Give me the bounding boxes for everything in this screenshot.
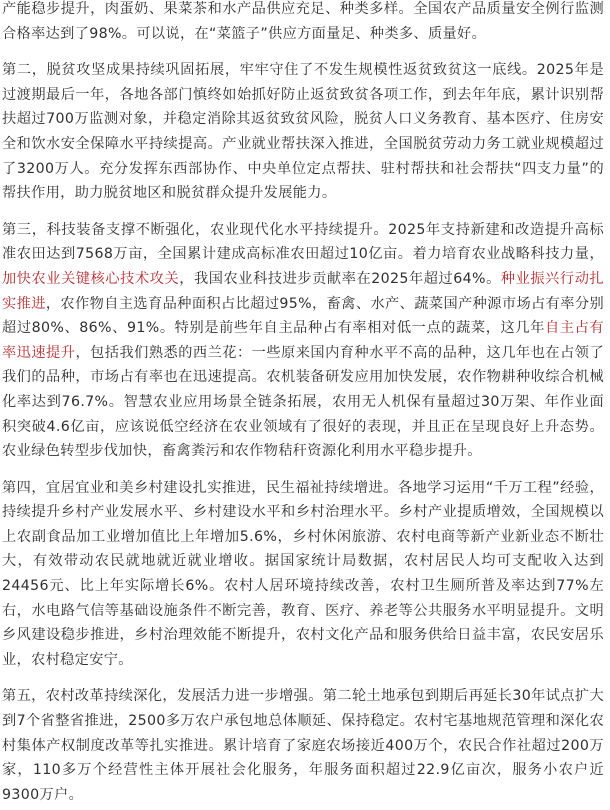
paragraph-poverty-alleviation bbox=[2, 58, 604, 206]
paragraph-text: ，我国农业科技进步贡献率在2025年超过64%。 bbox=[179, 270, 501, 287]
paragraph-technology-equipment bbox=[2, 218, 604, 464]
paragraph-text: ，包括我们熟悉的西兰花：一些原来国内育种水平不高的品种，这几年也在占领了我们的品种，市场占有率也在迅速提高。农机装备研发应用加快发展，农作物耕种收综合机械化率达到76.7%。智慧农业应用场景全链条拓展，农用无人机保有量超过30万架、年作业面积突破4.6亿亩，应该说低空经济在农业领域有了很好的表现，并且正在呈现良好上升态势。农业绿色转型步伐加快，畜禽粪污和农作物秸秆资源化利用水平稳步提升。 bbox=[2, 344, 604, 460]
paragraph-text: 第五，农村改革持续深化，发展活力进一步增强。第二轮土地承包到期后再延长30年试点扩大到7个省整省推进，2500多万农户承包地总体顺延、保持稳定。农村宅基地规范管理和深化农村集体产权制度改革等扎实推进。累计培育了家庭农场接近400万个，农民合作社超过200万家，110多万个经营性主体开展社会化服务，年服务面积超过22.9亿亩次，服务小农户近9300万户。 bbox=[2, 688, 604, 803]
paragraph-rural-construction bbox=[2, 476, 604, 673]
paragraph-rural-reform bbox=[2, 684, 604, 807]
highlight-self-share: 自主占有率迅速提升 bbox=[2, 320, 604, 361]
paragraph-text: 第三，科技装备支撑不断强化，农业现代化水平持续提升。2025年支持新建和改造提升高标准农田达到7568万亩，全国累计建成高标准农田超过10亿亩。着力培育农业战略科技力量， bbox=[2, 221, 604, 263]
highlight-core-technology: 加快农业关键核心技术攻关 bbox=[2, 270, 180, 287]
highlight-seed-industry: 种业振兴行动扎实推进 bbox=[2, 270, 605, 312]
paragraph-text: 产能稳步提升，肉蛋奶、果菜茶和水产品供应充足、种类多样。全国农产品质量安全例行监测合格率达到了98%。可以说，在“菜篮子”供应方面量足、种类多、质量好。 bbox=[2, 1, 604, 42]
paragraph-supply bbox=[2, 0, 604, 46]
paragraph-text: 第二，脱贫攻坚成果持续巩固拓展，牢牢守住了不发生规模性返贫致贫这一底线。2025年是过渡期最后一年，各地各部门慎终如始抓好防止返贫致贫各项工作，到去年年底，累计识别帮扶超过700万监测对象，并稳定消除其返贫致贫风险，脱贫人口义务教育、基本医疗、住房安全和饮水安全保障水平持续提高。产业就业帮扶深入推进，全国脱贫劳动力务工就业规模超过了3200万人。充分发挥东西部协作、中央单位定点帮扶、驻村帮扶和社会帮扶“四支力量”的帮扶作用，助力脱贫地区和脱贫群众提升发展能力。 bbox=[2, 62, 604, 202]
paragraph-text: ，农作物自主选育品种面积占比超过95%，畜禽、水产、蔬菜国产种源市场占有率分别超过80%、86%、91%。特别是前些年自主品种占有率相对低一点的蔬菜，这几年 bbox=[2, 295, 604, 337]
paragraph-text: 第四，宜居宜业和美乡村建设扎实推进，民生福祉持续增进。各地学习运用“千万工程”经验，持续提升乡村产业发展水平、乡村建设水平和乡村治理水平。乡村产业提质增效，全国规模以上农副食品加工业增加值比上年增加5.6%，乡村休闲旅游、农村电商等新产业新业态不断壮大，有效带动农民就地就近就业增收。据国家统计局数据，农村居民人均可支配收入达到24456元、比上年实际增长6%。农村人居环境持续改善，农村卫生厕所普及率达到77%左右，水电路气信等基础设施条件不断完善，教育、医疗、养老等公共服务水平明显提升。文明乡风建设稳步推进，乡村治理效能不断提升，农村文化产品和服务供给日益丰富，农民安居乐业，农村稳定安宁。 bbox=[2, 479, 604, 668]
